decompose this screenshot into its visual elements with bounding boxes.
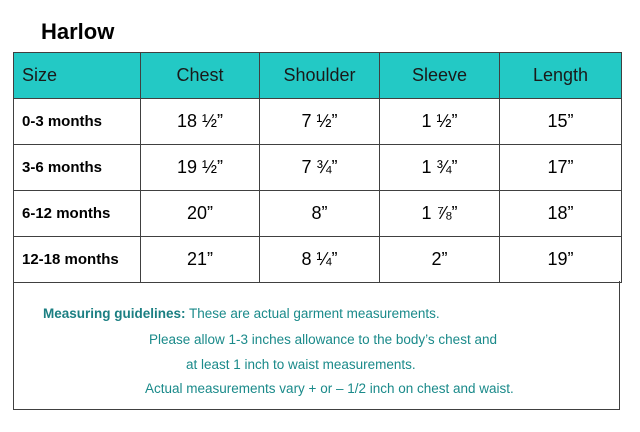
guideline-line-4: Actual measurements vary + or – 1/2 inch on chest and waist.	[145, 381, 514, 396]
guideline-line-2: Please allow 1-3 inches allowance to the body’s chest and	[149, 332, 497, 347]
table-header-row	[14, 53, 622, 99]
table-row	[14, 99, 622, 145]
sleeve-cell: 1 ⅞”	[380, 191, 500, 237]
guideline-line-3: at least 1 inch to waist measurements.	[186, 357, 416, 372]
size-chart-table	[13, 52, 622, 283]
guidelines-heading: Measuring guidelines:	[43, 306, 186, 321]
guideline-line-1	[43, 306, 440, 321]
table-row	[14, 145, 622, 191]
size-cell: 6-12 months	[14, 191, 141, 237]
sleeve-cell: 1 ¾”	[380, 145, 500, 191]
header-chest: Chest	[141, 53, 260, 99]
length-cell: 18”	[500, 191, 622, 237]
size-cell: 0-3 months	[14, 99, 141, 145]
shoulder-cell: 8 ¼”	[260, 237, 380, 283]
header-shoulder: Shoulder	[260, 53, 380, 99]
length-cell: 15”	[500, 99, 622, 145]
chest-cell: 19 ½”	[141, 145, 260, 191]
table-row	[14, 191, 622, 237]
size-cell: 12-18 months	[14, 237, 141, 283]
chest-cell: 18 ½”	[141, 99, 260, 145]
shoulder-cell: 7 ¾”	[260, 145, 380, 191]
chart-title: Harlow	[41, 19, 115, 44]
sleeve-cell: 1 ½”	[380, 99, 500, 145]
measuring-guidelines-box	[13, 281, 620, 410]
shoulder-cell: 7 ½”	[260, 99, 380, 145]
chest-cell: 21”	[141, 237, 260, 283]
length-cell: 17”	[500, 145, 622, 191]
shoulder-cell: 8”	[260, 191, 380, 237]
table-row	[14, 237, 622, 283]
header-length: Length	[500, 53, 622, 99]
guideline-text-1: These are actual garment measurements.	[189, 306, 440, 321]
size-cell: 3-6 months	[14, 145, 141, 191]
header-sleeve: Sleeve	[380, 53, 500, 99]
length-cell: 19”	[500, 237, 622, 283]
chest-cell: 20”	[141, 191, 260, 237]
header-size: Size	[14, 53, 141, 99]
sleeve-cell: 2”	[380, 237, 500, 283]
